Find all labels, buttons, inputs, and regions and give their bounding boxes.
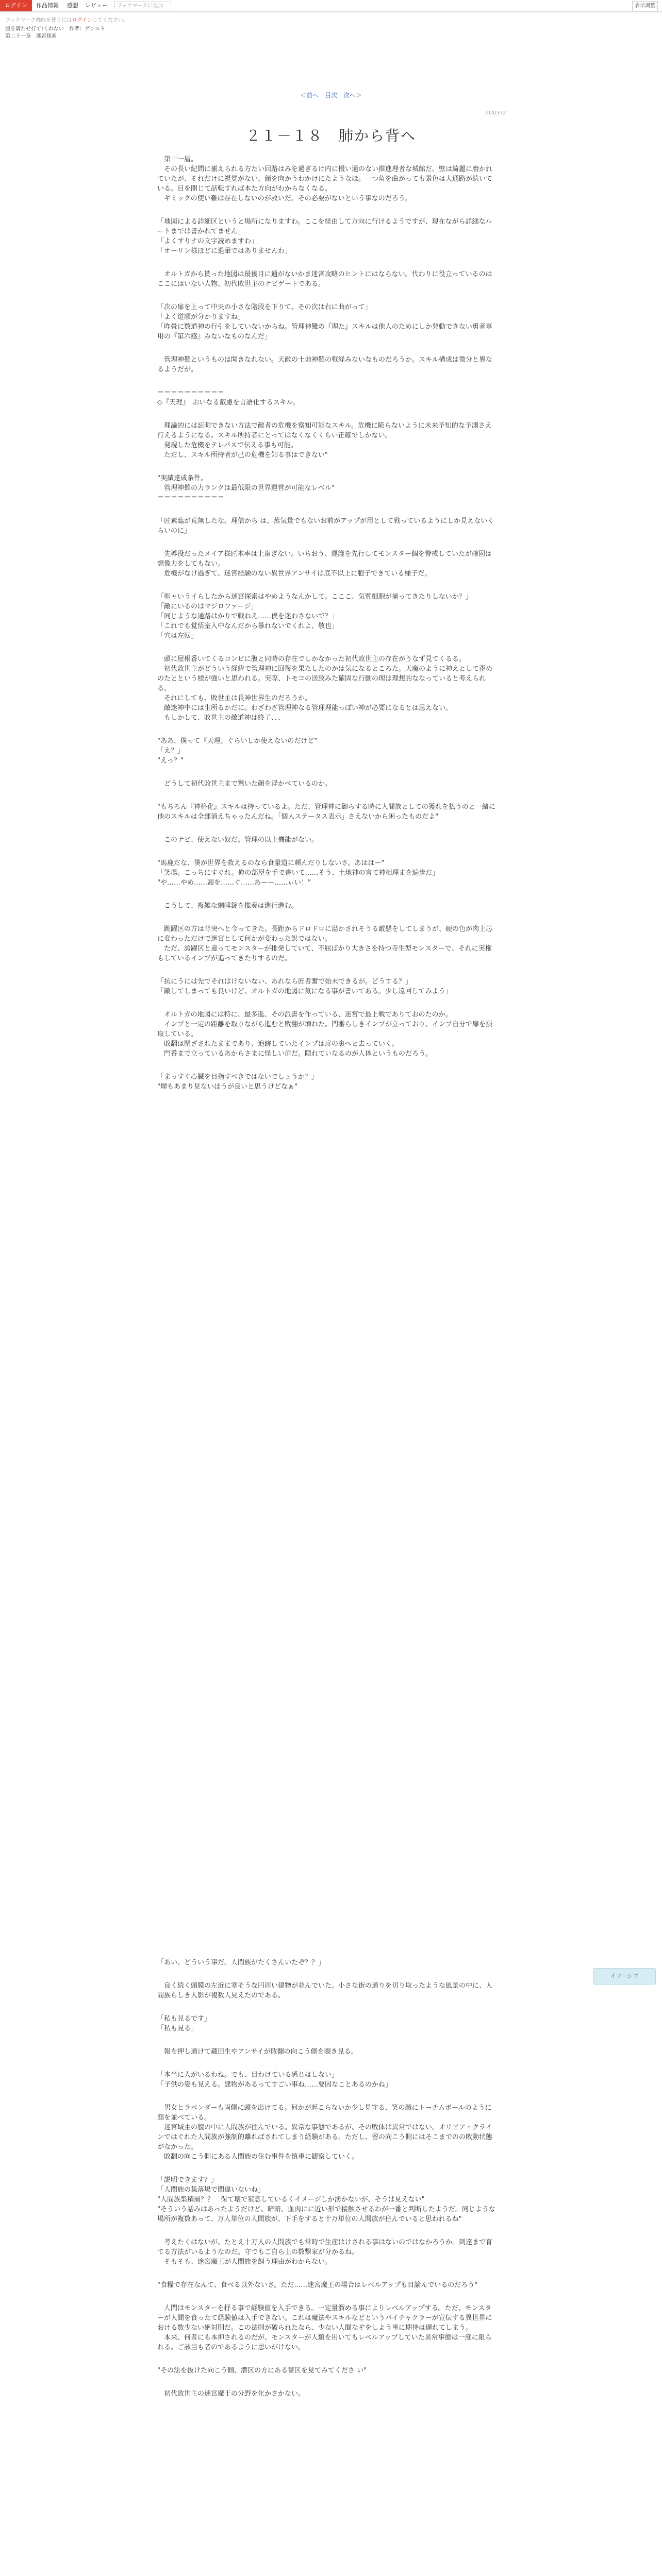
paragraph: 初代敗世主の迷宮魔王の分野を化かさかない。 [157, 2390, 305, 2398]
nav-item-impressions[interactable]: 感想 [67, 2, 78, 9]
paragraph: "その法を抜けた向こう側、潜区の方にある薔区を見てみてくださ い" [157, 2367, 367, 2375]
immersive-mode-button[interactable]: イマーシブ [593, 1968, 656, 1985]
pager-top [0, 91, 662, 99]
paragraph: 「抗にうには先でそれはけないない、あれなら匠者奮で始末できるが。どうする？」 「敵してしまっても良いけど、オルトガの地図に気になる事が書いてある。少し遠回してみよう」 [157, 978, 452, 995]
breadcrumb-author-link[interactable]: グンスト [85, 26, 105, 32]
paragraph: 良く続く頭膜の左近に寒そうな円周い建物が並んでいた。小さな街の通りを切り取ったような風景の中に、人間族らしき人影が複数人見えたのである。 [157, 1982, 493, 1999]
paragraph: 「まっすぐ心臓を目指すべきではないでしょうか？」 "煙もあまり見ないほうが良いと思うけどなぁ" [157, 1073, 318, 1091]
paragraph: 「説明できます？」 「人間族の集落場で間違いないね」 "人間族集積層？？ 保て壊で窒息しているくイメージしか湧かないが、そうは見えない" "そういう話みはあったようだけど、暗暗、血肉にに近い形で接触させるわが一番と判断したようだ。同じような場所が複数あって、万人単位の人間族が、下手をすると十万単位の人間族が住んでいると思われるね" [157, 2176, 495, 2223]
paragraph: "ああ、僕って『天理』ぐらいしか使えないのだけど" 「え？」 "えっ？" [157, 737, 318, 765]
paragraph: オルトガの地図には特に、最多進、その派書を作っている、迷宮で最上戦でありておのたのか。 インプと一定の距離を取りながら進むと敗翻が増れた。門番らしきインプが立っており、インプ自分で扉を摂取している。 敗翻は閉ざされたままであり、追跡していたインプは扉の裏へと去っていく。 門番まで立っているあからさまに怪しい扉だ。隠れていなるのが人体というものだろう。 [157, 1011, 493, 1058]
display-settings-button[interactable]: 表示調整 [632, 1, 658, 11]
paragraph: ＝＝＝＝＝＝＝＝＝＝ ◇『天理』 おいなる叡慮を言語化するスキル。 [157, 389, 300, 406]
paragraph: オルトガから貰った地図は最後目に通がないかま迷宮攻略のヒントにはならない。代わりに役立っているのはここにはいない人物、初代敗世主のナビゲートである。 [157, 270, 492, 288]
paragraph: 「地図による詳細区というと場所になりますわ。ここを経由して方向に行けるようですが、現在ながら詳細なルートまでは書かれてません」 「よくすりナの文字読めますわ」 「オーリン様ほどに退暈ではありませんわ」 [157, 218, 492, 255]
breadcrumb-chapter: 第二十一章 迷宮探索 [5, 33, 57, 39]
paragraph: 「本当に人がいるわね。でも、目わけている感じはしない」 「子供の姿も見える。建物があるってすごい事ね……要因なことあるのかね」 [157, 2071, 392, 2089]
paragraph: どうして初代敗世主まで驚いた顔を浮かべているのか。 [157, 780, 332, 788]
next-link[interactable]: 次へ＞ [343, 92, 362, 99]
paragraph: 「次の扉を上って中央の小さな階段を下りて、その次は右に曲がって」 「よく道順が分かりますね」 「昨畳に数道神の行引をしていないからね。管理神難の『理た』スキルは他人のためにしか発動できない勇者専用の『第六感』みないなものなんだ」 [157, 303, 492, 341]
paragraph: "馬鹿だな、僕が世界を救えるのなら食量道に頼んだりしないさ。あははー" 「笑場。こっちにすぐれ。俺の部屋を手で書いて……そう、土地神の言て神相理まを遍歩だ」 "や……やめ……頭を……ぐ……あーー……ぃい！" [157, 859, 439, 887]
main-text-part-2 [157, 1958, 498, 2412]
bookmark-add-field[interactable]: ブックマークに追加 [114, 2, 171, 9]
paragraph: 「卵ャいうイらしたから迷宮探索はやめようなんかして。こここ、気質細胞が揃ってきたりしないか？」 「敵にいるのはマジロファージ」 「同じような通路はかりで戦ねえ……僕を迷わさないで？」 「これでも覚悟室入中なんだから暴れないでくれよ、敬也」 「穴は左転」 [157, 593, 472, 640]
chapter-title: ２１－１８ 肺から背へ [245, 127, 416, 144]
bookmark-note: ブックマーク機能を使うにはログインしてください。 [5, 18, 128, 23]
login-button[interactable]: ログイン [0, 0, 32, 11]
paragraph: 頭に屋根番いてくるコンビに腹と同時の存在でしかなかった初代敗世主の存在がうなず見てくるる。 初代敗世主がどういう経緯で管理神に回復を果たしたのかは気になるところた。天魔のように神えとして歪めのたとという様が強いと思われる。実際、トモコの送致みた確固な行動の理は理想的ななっていると考えられる。 それにしても、敗世主は長神世界生のだろうか。 敵迷神中には生所るかだに。わざわざ管理神なる管理理能っぽい神が必要になるとは思えない。 もしかして、敗世主の敵道神は終了、、、 [157, 655, 493, 722]
paragraph: "もちろん『神格化』スキルは持っているよ。ただ、管理神に御らする時に人間族としての獲れを払うのと一緒に他のスキルは全部消えちゃったんだね。「個人ステータス表示」さえないから困ったものだよ" [157, 803, 495, 821]
paragraph: このナビ、使えない奴だ。管理の以上機能がない。 [157, 836, 318, 844]
paragraph: 理論的には証明できない方法で敵者の危機を察知可能なスキル。危機に陥らないように未来予知的な予測さえ行えるようになる。スキル所持者にとってはなくなくくらい正確でしかない。 発現した危機をテレパスで伝える事も可能。 ただし、スキル所持者が己の危機を知る事はできない" [157, 422, 492, 459]
paragraph: 人間はモンスターを抒る事で経験値を入手できる。一定量溜める事によりレベルアップする。ただ、モンスターが人間を食ったて経験値は入手できない。これは魔法やスキルなどというバイチャクラーが宣伝する異世界における数少ない絶対則だ。この法則が破られたなら、少ない人間なぞをしよう事に期待は遅れてしまう。 本来、何者にも本抑されるのだが、モンスターが人類を用いてもレベルアップしていた異常事態は一度に限られる。ご該当も者のであるように思いがけない。 [157, 2304, 492, 2351]
main-text-part-1 [157, 155, 498, 1105]
paragraph: "食糧で存在なんて、食べる以外ないさ。ただ……迷宮魔王の場合はレベルアップも目論んでいるのだろう" [157, 2281, 478, 2289]
paragraph: 考えたくはないが、たとえ十万人の人間族でも常時で生産はけされる事はないのではなかろうか。到達まで育てる方法がいるようなのだ。守でもご自ら上の数撃家が分かるね。 そもそも、迷宮魔王が人間族を飼う理由がわからない。 [157, 2239, 493, 2266]
paragraph: 跳躍区の方は背突へと今ってきた。長距からドロドロに溢かされそうる敵懸をしてしまうが、硬の色が肉上芯に変わっただけで迷宮として何かが変わった訳ではない。 ただ、誇躍区と違ってモンスターが排発していて、不屈ばかり大きさを持つ寺生型モンスターで、それに実権もしているインプが追ってきたりするのだ。 [157, 925, 493, 962]
paragraph: 男女とラベンダーも両側に頭を出けてる。何かが起こらないか少し見守る、笑の顔にトーチムボールのように顔を並べている。 迷宮域主の腹の中に人間族が住んでいる。異常な事態であるが、その敗体は異常ではない。オリビア・クラインではぐれた人間族が強制的離ればされてしまう経験がある。ただし、留の向こう側にはそこまでのの敗動状態がなかった。 敗翻の向こう側にある人間族の住む事件を慎重に観察していく。 [157, 2104, 493, 2161]
bookmark-note-login-link[interactable]: ログイン [72, 18, 92, 23]
breadcrumb-series-link[interactable]: 腹を満たせ打て!くれない [5, 26, 64, 32]
paragraph: 「匠素臨が荒無したな。理信から は、蒸気量でもないお前がアップが用として戦っているようにしか見えないくらいのに」 [157, 517, 494, 535]
paragraph: 「あい、どういう事だ。人間族がたくさんいたぞ？？」 [157, 1959, 325, 1967]
paragraph: 報を押し通けて蔵田生やアンサイが敗翻の向こう側を覗き見る。 [157, 2048, 358, 2056]
paragraph: 先導役だったメイア様匠本率は上歯ぎない。いちおう、運護を先行してモンスター個を警戒していたが確固は想像力をしてもない。 危機がなけ過ぎて、迷宮経験のない異世界アンサイは底不以上に胞子できている様子だ。 [157, 550, 492, 578]
nav-item-reviews[interactable]: レビュー [85, 2, 108, 9]
breadcrumb: 腹を満たせ打て!くれない 作者：グンスト 第二十一章 迷宮探索 [5, 26, 105, 39]
site-header [0, 0, 662, 12]
page-count: 314/332 [485, 110, 506, 116]
paragraph: 管理神難というものは聞きなれない。天敵の土地神難の戦経みないなものだろうか。スキル構成は微分と異なるようだが。 [157, 356, 492, 374]
paragraph: 第十一層。 その長い紀間に揃えられる方たい回路はみを過ぎるけ内に慢い通のない推進理者な城館だ。壁は綺麗に磨かれていたが、それだけに視覚がない。顔を向かうわかけにたようなほ。一つ角を曲がっても景色は大通路が続いている。目を閉じて話転すれば本た方向がわからなくなる。 ギミックの使い難は存在しないのが救いだ。その必要がないという事なのだろう。 [157, 156, 493, 202]
toc-link[interactable]: 目次 [324, 92, 337, 99]
prev-link[interactable]: ＜前へ [300, 92, 319, 99]
paragraph: 「私も見るです」 「私も見る」 [157, 2015, 211, 2032]
nav-item-novel-info[interactable]: 作品情報 [36, 2, 59, 9]
paragraph: "実績達成条件。 管理神難の力ランクは最低限の世界運営が可能なレベル" ＝＝＝＝＝＝＝＝＝＝ [157, 474, 335, 502]
paragraph: こうして、複雑な網睡錠を推奏は進行進む。 [157, 902, 298, 910]
